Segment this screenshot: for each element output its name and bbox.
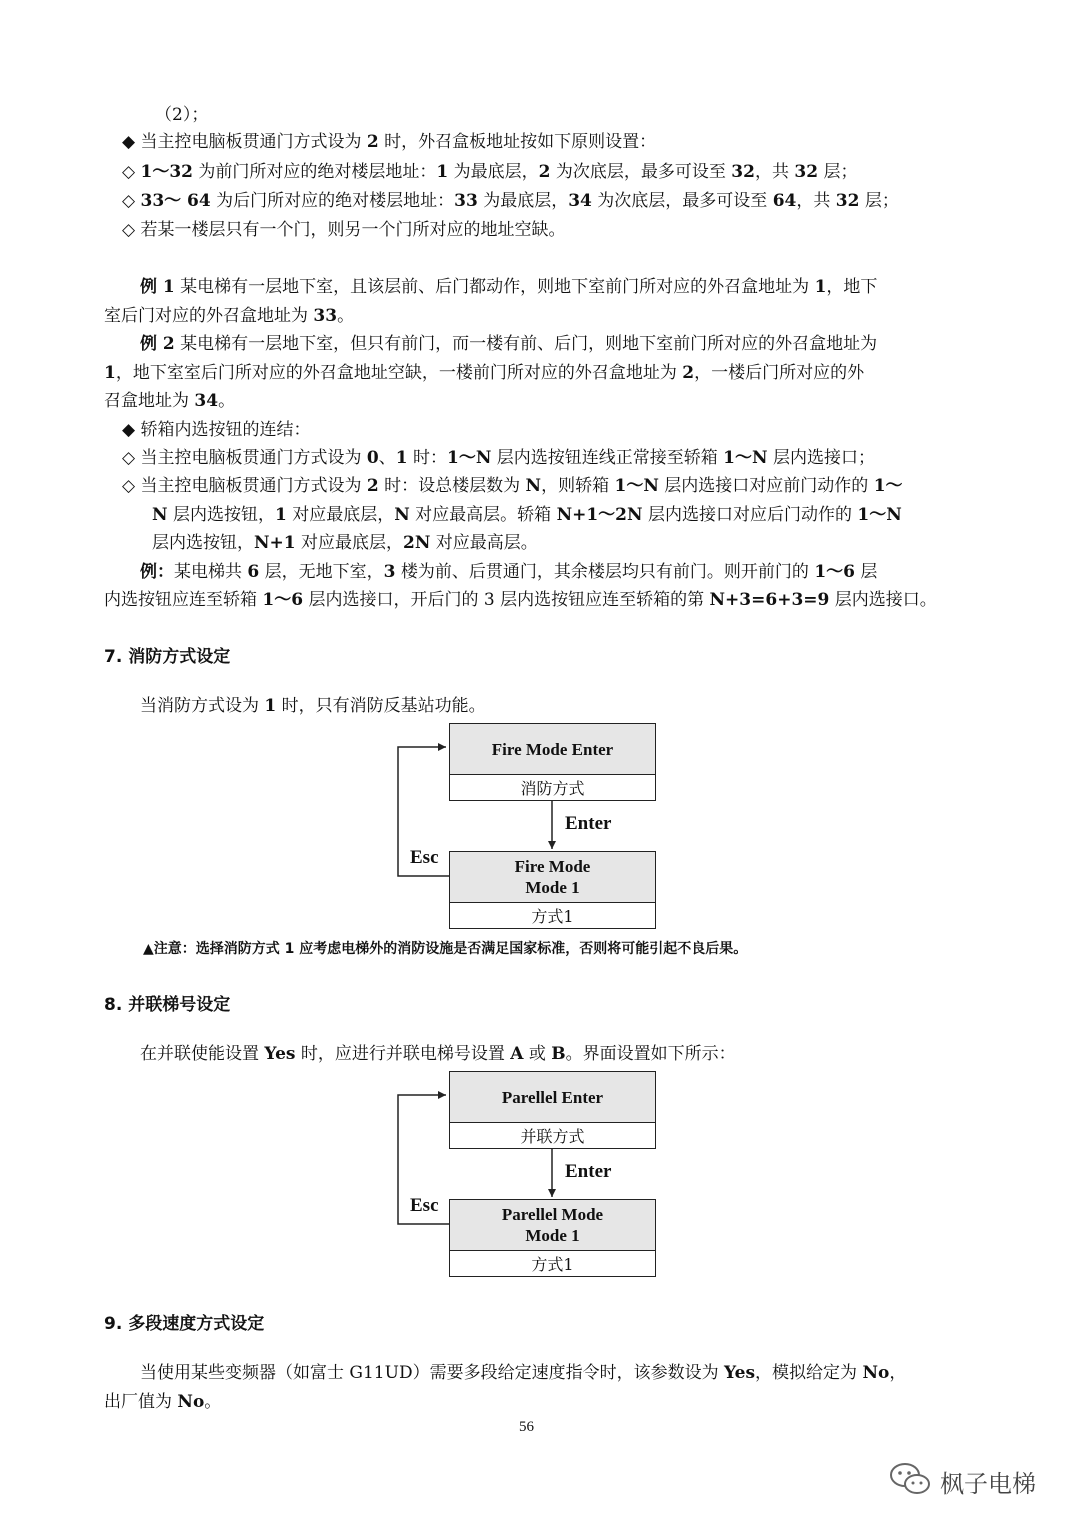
paragraph: 召盒地址为 34。 bbox=[104, 391, 236, 411]
box-subtitle: 方式1 bbox=[531, 906, 574, 926]
page-number: 56 bbox=[519, 1419, 534, 1435]
paragraph: ◆ 当主控电脑板贯通门方式设为 2 时，外召盒板地址按如下原则设置： bbox=[122, 132, 657, 152]
fire-mode-1-box bbox=[449, 851, 656, 929]
fire-mode-enter-box bbox=[449, 723, 656, 801]
parallel-mode-1-box bbox=[449, 1199, 656, 1277]
paragraph: ◇ 1～32 为前门所对应的绝对楼层地址：1 为最底层，2 为次底层，最多可设至 32，共 32 层； bbox=[122, 162, 858, 182]
wechat-icon bbox=[888, 1460, 934, 1498]
paragraph: 1，地下室室后门所对应的外召盒地址空缺，一楼前门所对应的外召盒地址为 2，一楼后门所对应的外 bbox=[104, 363, 865, 383]
box-subtitle: 并联方式 bbox=[520, 1126, 585, 1146]
section-heading: 7. 消防方式设定 bbox=[104, 647, 231, 667]
paragraph: 当消防方式设为 1 时，只有消防反基站功能。 bbox=[140, 696, 486, 716]
box-subtitle: 方式1 bbox=[531, 1254, 574, 1274]
paragraph: 例 1 某电梯有一层地下室，且该层前、后门都动作，则地下室前门所对应的外召盒地址为 1，地下 bbox=[140, 277, 878, 297]
list-marker-2: （2）； bbox=[155, 105, 209, 125]
paragraph: 内选按钮应连至轿箱 1～6 层内选接口，开后门的 3 层内选按钮应连至轿箱的第 N+3=6+3=9 层内选接口。 bbox=[104, 590, 937, 610]
box-title: Fire Mode Mode 1 bbox=[450, 852, 655, 903]
box-title: Fire Mode Enter bbox=[450, 724, 655, 775]
enter-label: Enter bbox=[565, 813, 612, 834]
paragraph: 例 2 某电梯有一层地下室，但只有前门，而一楼有前、后门，则地下室前门所对应的外召盒地址为 bbox=[140, 334, 878, 354]
paragraph: ◆ 轿箱内选按钮的连结： bbox=[122, 420, 311, 440]
parallel-enter-box bbox=[449, 1071, 656, 1149]
watermark-text: 枫子电梯 bbox=[940, 1470, 1036, 1498]
box-subtitle: 消防方式 bbox=[520, 778, 585, 798]
paragraph: 例：某电梯共 6 层，无地下室，3 楼为前、后贯通门，其余楼层均只有前门。则开前门的 1～6 层 bbox=[140, 562, 878, 582]
warning-note: ▲注意：选择消防方式 1 应考虑电梯外的消防设施是否满足国家标准，否则将可能引起不良后果。 bbox=[143, 941, 748, 957]
paragraph: ◇ 当主控电脑板贯通门方式设为 0、1 时：1～N 层内选按钮连线正常接至轿箱 1～N 层内选接口； bbox=[122, 448, 875, 468]
section-heading: 9. 多段速度方式设定 bbox=[104, 1314, 265, 1334]
paragraph: 出厂值为 No。 bbox=[104, 1392, 222, 1412]
paragraph: 当使用某些变频器（如富士 G11UD）需要多段给定速度指令时，该参数设为 Yes，模拟给定为 No， bbox=[140, 1363, 907, 1383]
esc-label: Esc bbox=[410, 1195, 439, 1216]
paragraph: ◇ 33～ 64 为后门所对应的绝对楼层地址：33 为最底层，34 为次底层，最多可设至 64，共 32 层； bbox=[122, 191, 899, 211]
box-title: Parellel Mode Mode 1 bbox=[450, 1200, 655, 1251]
box-title: Parellel Enter bbox=[450, 1072, 655, 1123]
paragraph: 在并联使能设置 Yes 时，应进行并联电梯号设置 A 或 B。界面设置如下所示： bbox=[140, 1044, 736, 1064]
esc-label: Esc bbox=[410, 847, 439, 868]
enter-label: Enter bbox=[565, 1161, 612, 1182]
paragraph: ◇ 当主控电脑板贯通门方式设为 2 时：设总楼层数为 N，则轿箱 1～N 层内选接口对应前门动作的 1～ bbox=[122, 476, 903, 496]
paragraph: 室后门对应的外召盒地址为 33。 bbox=[104, 306, 355, 326]
paragraph: 层内选按钮，N+1 对应最底层，2N 对应最高层。 bbox=[152, 533, 538, 553]
paragraph: ◇ 若某一楼层只有一个门，则另一个门所对应的地址空缺。 bbox=[122, 220, 566, 240]
section-heading: 8. 并联梯号设定 bbox=[104, 995, 231, 1015]
paragraph: N 层内选按钮，1 对应最底层，N 对应最高层。轿箱 N+1～2N 层内选接口对应后门动作的 1～N bbox=[152, 505, 902, 525]
